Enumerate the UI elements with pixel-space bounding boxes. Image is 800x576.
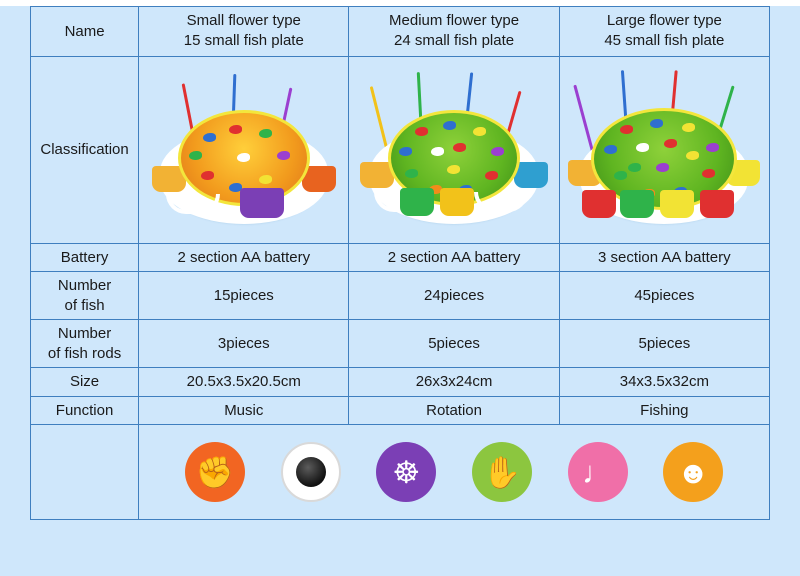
number-of-fish-row [31, 272, 770, 320]
battery-row [31, 243, 770, 272]
header-label: Name [31, 7, 139, 57]
toy-fish [431, 147, 444, 156]
number-of-fish-small: 15pieces [139, 272, 349, 320]
cell-photo-large [559, 56, 769, 243]
row-label-number-of-fish-line1: Number [57, 277, 112, 294]
toy-fish [706, 143, 719, 152]
header-col-medium-line1: Medium flower type [389, 12, 520, 29]
number-of-fish-rods-small: 3pieces [139, 320, 349, 368]
toy-fish [405, 169, 418, 178]
header-col-large [559, 7, 769, 57]
toy-fish [473, 127, 486, 136]
toy-fish [203, 133, 216, 142]
size-small: 20.5x3.5x20.5cm [139, 368, 349, 397]
toy-basket [582, 190, 616, 218]
row-label-number-of-fish-rods-line1: Number [57, 325, 112, 342]
toy-fish [447, 165, 460, 174]
toy-fish [614, 171, 627, 180]
benefit-icons-label-cell [31, 425, 139, 520]
toy-fish [201, 171, 214, 180]
row-label-classification: Classification [31, 56, 139, 243]
row-label-battery: Battery [31, 243, 139, 272]
medium-fishing-toy-photo [356, 70, 552, 234]
benefit-icons-row [31, 425, 770, 520]
toy-basket [700, 190, 734, 218]
header-col-small-line2: 15 small fish plate [183, 32, 304, 50]
cell-photo-small [139, 56, 349, 243]
toy-fish [636, 143, 649, 152]
toy-handle [474, 192, 528, 212]
number-of-fish-rods-row [31, 320, 770, 368]
toy-fish [702, 169, 715, 178]
benefit-icons-cell [139, 425, 770, 520]
function-row [31, 396, 770, 425]
lightbulb-icon [663, 442, 723, 502]
fist-icon [185, 442, 245, 502]
number-of-fish-rods-large: 5pieces [559, 320, 769, 368]
toy-basket [660, 190, 694, 218]
row-label-number-of-fish-rods-line2: of fish rods [47, 344, 122, 362]
toy-fish [485, 171, 498, 180]
toy-fish [491, 147, 504, 156]
toy-basket [440, 188, 474, 216]
music-note-icon-glyph: ♩ [582, 454, 614, 490]
battery-large: 3 section AA battery [559, 243, 769, 272]
header-col-large-line2: 45 small fish plate [604, 32, 725, 50]
row-label-number-of-fish-rods [31, 320, 139, 368]
toy-fish [443, 121, 456, 130]
function-medium: Rotation [349, 396, 559, 425]
toy-fish [620, 125, 633, 134]
row-label-function: Function [31, 396, 139, 425]
toy-fish [686, 151, 699, 160]
hand-icon-glyph: ✋ [482, 454, 522, 490]
row-label-number-of-fish [31, 272, 139, 320]
header-col-small [139, 7, 349, 57]
table-header-row [31, 7, 770, 57]
toy-fish [453, 143, 466, 152]
cell-photo-medium [349, 56, 559, 243]
brain-icon [376, 442, 436, 502]
toy-fish [415, 127, 428, 136]
toy-fish [277, 151, 290, 160]
toy-fish [189, 151, 202, 160]
header-col-medium-line2: 24 small fish plate [394, 32, 515, 50]
large-fishing-toy-photo [566, 70, 762, 234]
header-col-medium [349, 7, 559, 57]
toy-fish [664, 139, 677, 148]
lightbulb-icon-glyph: ☻ [676, 454, 710, 490]
brain-icon-glyph: ☸ [392, 454, 421, 490]
number-of-fish-medium: 24pieces [349, 272, 559, 320]
number-of-fish-rods-medium: 5pieces [349, 320, 559, 368]
battery-small: 2 section AA battery [139, 243, 349, 272]
fist-icon-glyph: ✊ [195, 454, 235, 490]
header-col-large-line1: Large flower type [606, 12, 722, 29]
music-note-icon [568, 442, 628, 502]
battery-medium: 2 section AA battery [349, 243, 559, 272]
number-of-fish-large: 45pieces [559, 272, 769, 320]
toy-fish [604, 145, 617, 154]
size-medium: 26x3x24cm [349, 368, 559, 397]
header-col-small-line1: Small flower type [186, 12, 301, 29]
hand-icon [472, 442, 532, 502]
function-small: Music [139, 396, 349, 425]
toy-basket [400, 188, 434, 216]
toy-basket [620, 190, 654, 218]
toy-basket [240, 188, 284, 218]
eye-icon [281, 442, 341, 502]
size-row [31, 368, 770, 397]
row-label-number-of-fish-line2: of fish [64, 296, 105, 314]
toy-fish [682, 123, 695, 132]
specification-table [30, 6, 770, 520]
benefit-icons-list [141, 429, 767, 515]
spec-sheet [0, 6, 800, 576]
row-label-size: Size [31, 368, 139, 397]
toy-fish [259, 175, 272, 184]
toy-fish [399, 147, 412, 156]
eye-icon-pupil [296, 457, 326, 487]
size-large: 34x3.5x32cm [559, 368, 769, 397]
toy-fish [656, 163, 669, 172]
function-large: Fishing [559, 396, 769, 425]
classification-row [31, 56, 770, 243]
small-fishing-toy-photo [146, 70, 342, 234]
toy-fish [237, 153, 250, 162]
toy-fish [628, 163, 641, 172]
toy-fish [229, 125, 242, 134]
toy-fish [650, 119, 663, 128]
toy-fish [259, 129, 272, 138]
